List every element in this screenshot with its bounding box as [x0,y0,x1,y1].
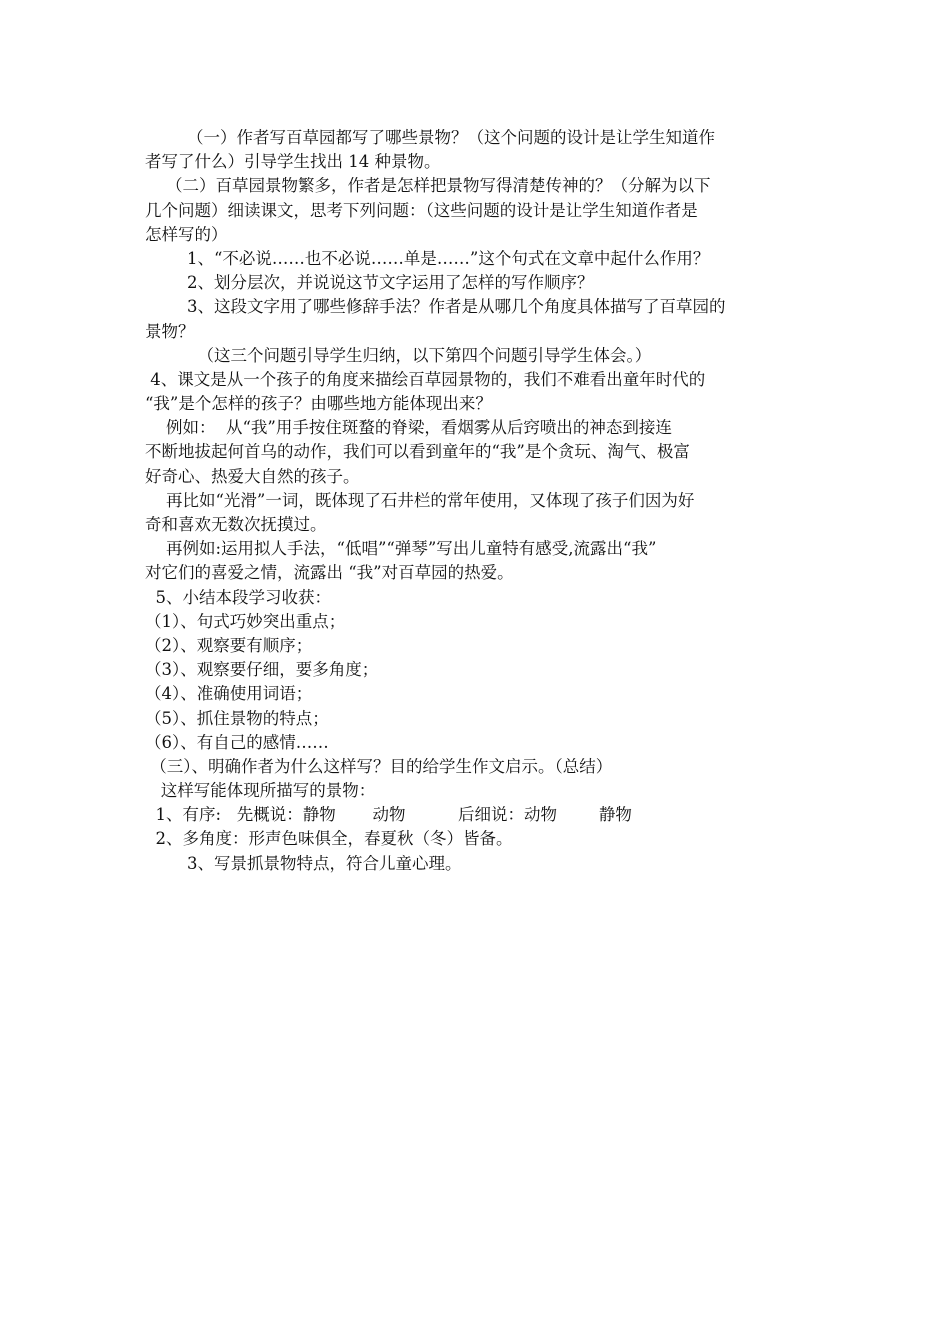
text-line: （三）、明确作者为什么这样写？目的给学生作文启示。（总结） [145,756,613,776]
text-line: 3、写景抓景物特点，符合儿童心理。 [145,853,462,873]
text-line: 5、小结本段学习收获： [145,587,331,607]
text-line: （二）百草园景物繁多，作者是怎样把景物写得清楚传神的？（分解为以下 [145,176,711,196]
text-line: 2、多角度：形声色味俱全，春夏秋（冬）皆备。 [145,829,513,849]
text-line: （这三个问题引导学生归纳，以下第四个问题引导学生体会。） [145,345,652,365]
text-line: （1）、句式巧妙突出重点； [145,611,346,631]
text-line: 对它们的喜爱之情，流露出 “我”对百草园的热爱。 [145,563,514,583]
text-line: 1、有序: 先概说：静物 动物 后细说：动物 静物 [145,805,632,825]
text-line: （5）、抓住景物的特点； [145,708,329,728]
text-line: 好奇心、热爱大自然的孩子。 [145,466,360,486]
text-line: 1、“不必说……也不必说……单是……”这个句式在文章中起什么作用？ [145,248,710,268]
text-line: （3）、观察要仔细，要多角度； [145,660,379,680]
text-line: 者写了什么）引导学生找出 14 种景物。 [145,152,441,172]
text-line: 这样写能体现所描写的景物： [145,781,376,801]
text-line: 奇和喜欢无数次抚摸过。 [145,515,327,534]
text-line: 再比如“光滑”一词，既体现了石井栏的常年使用，又体现了孩子们因为好 [145,490,695,510]
text-line: （6）、有自己的感情…… [145,732,329,752]
text-line: 2、划分层次，并说说这节文字运用了怎样的写作顺序？ [145,273,594,293]
text-line: 3、这段文字用了哪些修辞手法？作者是从哪几个角度具体描写了百草园的 [145,297,726,317]
text-line: 4、课文是从一个孩子的角度来描绘百草园景物的，我们不难看出童年时代的 [145,369,706,389]
text-line: 不断地拔起何首乌的动作，我们可以看到童年的“我”是个贪玩、淘气、极富 [145,442,690,462]
text-line: （一）作者写百草园都写了哪些景物？（这个问题的设计是让学生知道作 [145,128,715,147]
text-line: 景物？ [145,321,195,341]
text-line: 再例如:运用拟人手法，“低唱”“弹琴”写出儿童特有感受,流露出“我” [145,539,657,559]
text-line: 几个问题）细读课文，思考下列问题：（这些问题的设计是让学生知道作者是 [145,200,698,220]
document-body [145,126,810,876]
text-line: 怎样写的） [145,224,228,244]
text-line: “我”是个怎样的孩子？由哪些地方能体现出来？ [145,394,492,414]
text-line: （2）、观察要有顺序； [145,635,313,655]
text-line: 例如： 从“我”用手按住斑蝥的脊梁，看烟雾从后窍喷出的神态到接连 [145,418,672,438]
text-line: （4）、准确使用词语； [145,684,313,704]
